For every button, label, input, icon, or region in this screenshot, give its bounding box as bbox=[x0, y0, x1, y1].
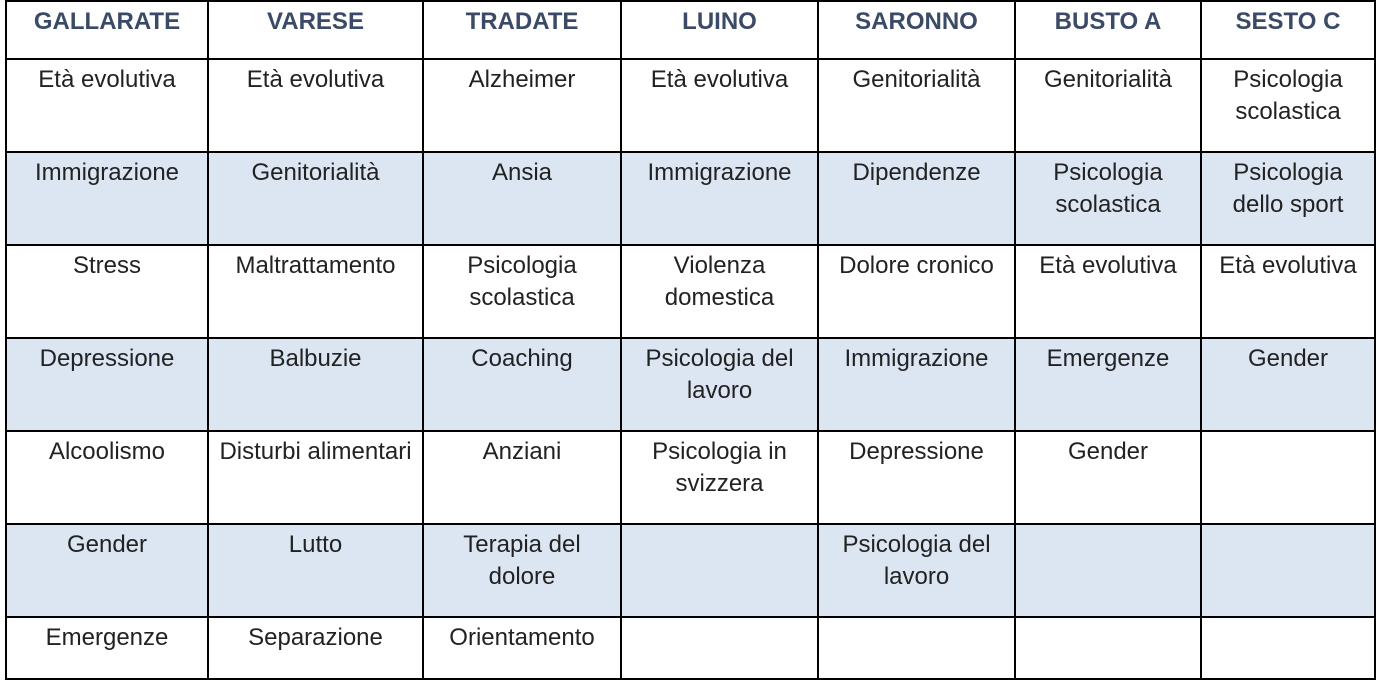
table-cell: Violenza domestica bbox=[621, 245, 818, 338]
table-cell: Emergenze bbox=[1015, 338, 1201, 431]
header-sesto-c: SESTO C bbox=[1201, 1, 1375, 59]
table-cell: Dipendenze bbox=[818, 152, 1015, 245]
table-cell: Immigrazione bbox=[818, 338, 1015, 431]
header-gallarate: GALLARATE bbox=[6, 1, 208, 59]
table-row bbox=[6, 338, 1375, 431]
table-cell bbox=[1015, 524, 1201, 617]
table-cell: Dolore cronico bbox=[818, 245, 1015, 338]
table-row bbox=[6, 245, 1375, 338]
table-cell: Età evolutiva bbox=[6, 59, 208, 152]
table-cell: Immigrazione bbox=[6, 152, 208, 245]
table-cell: Psicologia in svizzera bbox=[621, 431, 818, 524]
table-cell: Anziani bbox=[423, 431, 621, 524]
table-cell: Psicologia scolastica bbox=[1201, 59, 1375, 152]
topics-by-city-table bbox=[5, 0, 1376, 680]
header-row bbox=[6, 1, 1375, 59]
table-cell: Depressione bbox=[6, 338, 208, 431]
header-varese: VARESE bbox=[208, 1, 423, 59]
table-cell: Balbuzie bbox=[208, 338, 423, 431]
table-cell: Separazione bbox=[208, 617, 423, 679]
table-row bbox=[6, 59, 1375, 152]
table-cell: Psicologia scolastica bbox=[423, 245, 621, 338]
table-cell: Disturbi alimentari bbox=[208, 431, 423, 524]
table-cell bbox=[1015, 617, 1201, 679]
table-cell: Ansia bbox=[423, 152, 621, 245]
table-cell: Stress bbox=[6, 245, 208, 338]
table-row bbox=[6, 431, 1375, 524]
table-row bbox=[6, 617, 1375, 679]
header-saronno: SARONNO bbox=[818, 1, 1015, 59]
table-cell: Psicologia dello sport bbox=[1201, 152, 1375, 245]
table-cell: Lutto bbox=[208, 524, 423, 617]
table-cell bbox=[1201, 617, 1375, 679]
table-cell: Alcoolismo bbox=[6, 431, 208, 524]
table-cell: Depressione bbox=[818, 431, 1015, 524]
table-cell: Genitorialità bbox=[818, 59, 1015, 152]
table-cell: Orientamento bbox=[423, 617, 621, 679]
table-cell: Gender bbox=[1201, 338, 1375, 431]
table-cell: Psicologia del lavoro bbox=[621, 338, 818, 431]
table-cell: Genitorialità bbox=[1015, 59, 1201, 152]
header-tradate: TRADATE bbox=[423, 1, 621, 59]
table-cell: Età evolutiva bbox=[621, 59, 818, 152]
table-row bbox=[6, 524, 1375, 617]
table-cell: Età evolutiva bbox=[1201, 245, 1375, 338]
header-busto-a: BUSTO A bbox=[1015, 1, 1201, 59]
table-cell: Psicologia del lavoro bbox=[818, 524, 1015, 617]
table-cell: Alzheimer bbox=[423, 59, 621, 152]
table-cell: Gender bbox=[6, 524, 208, 617]
topics-table-wrapper bbox=[5, 0, 1374, 680]
table-cell: Terapia del dolore bbox=[423, 524, 621, 617]
table-cell: Emergenze bbox=[6, 617, 208, 679]
table-cell bbox=[621, 617, 818, 679]
header-luino: LUINO bbox=[621, 1, 818, 59]
table-cell: Immigrazione bbox=[621, 152, 818, 245]
table-cell: Età evolutiva bbox=[1015, 245, 1201, 338]
table-cell: Gender bbox=[1015, 431, 1201, 524]
table-row bbox=[6, 152, 1375, 245]
table-cell: Maltrattamento bbox=[208, 245, 423, 338]
table-cell bbox=[1201, 431, 1375, 524]
table-cell: Coaching bbox=[423, 338, 621, 431]
table-cell bbox=[1201, 524, 1375, 617]
table-cell: Età evolutiva bbox=[208, 59, 423, 152]
table-cell bbox=[621, 524, 818, 617]
table-cell bbox=[818, 617, 1015, 679]
table-cell: Genitorialità bbox=[208, 152, 423, 245]
table-cell: Psicologia scolastica bbox=[1015, 152, 1201, 245]
